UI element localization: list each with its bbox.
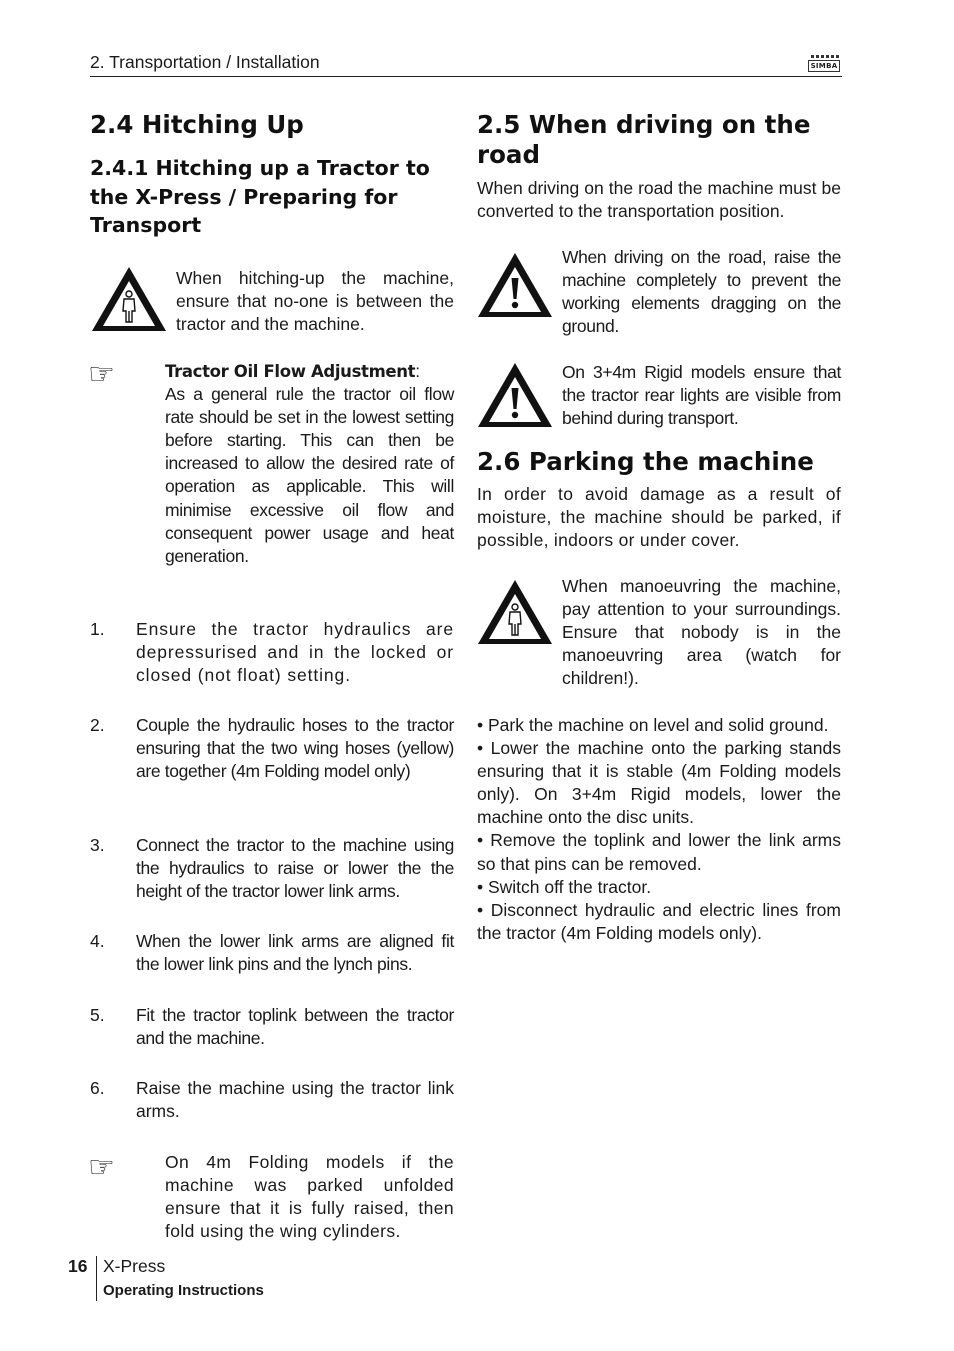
logo-text: SIMBA: [808, 60, 840, 72]
oil-flow-note: [165, 360, 454, 568]
pointing-hand-icon: ☞: [88, 358, 115, 391]
oil-flow-note-colon: :: [415, 361, 420, 381]
folding-note: On 4m Folding models if the machine was parked unfolded ensure that it is fully raised, then fold using the wing cylinders.: [165, 1152, 454, 1242]
step-number: 2.: [90, 715, 105, 735]
step-number: 4.: [90, 931, 105, 951]
step-text: Ensure the tractor hydraulics are depressurised and in the locked or closed (not float) setting.: [136, 619, 454, 686]
simba-logo: [808, 55, 840, 72]
driving-intro-text: When driving on the road the machine must be converted to the transportation position.: [477, 178, 841, 222]
parking-bullet-list: [477, 714, 841, 945]
step-text: Couple the hydraulic hoses to the tractor ensuring that the two wing hoses (yellow) are together (4m Folding model only): [136, 715, 454, 782]
hitching-warning-text: When hitching-up the machine, ensure that no-one is between the tractor and the machine.: [176, 268, 454, 335]
manoeuvring-warning-text: When manoeuvring the machine, pay attention to your surroundings. Ensure that nobody is in the manoeuvring area (watch for children!).: [562, 576, 841, 689]
step-number: 3.: [90, 835, 105, 855]
list-item: • Switch off the tractor.: [477, 876, 652, 897]
driving-warning-text: When driving on the road, raise the machine completely to prevent the working elements dragging on the ground.: [562, 247, 841, 337]
step-number: 5.: [90, 1005, 105, 1025]
list-item: • Park the machine on level and solid ground.: [477, 715, 829, 735]
heading-2-4-1: 2.4.1 Hitching up a Tractor to the X-Press / Preparing for Transport: [90, 156, 430, 237]
step-number: 1.: [90, 619, 105, 639]
step-number: 6.: [90, 1078, 105, 1098]
heading-2-6: 2.6 Parking the machine: [477, 447, 814, 476]
list-item: • Lower the machine onto the parking stands ensuring that it is stable (4m Folding models only). On 3+4m Rigid models, lower the machine onto the disc units.: [477, 738, 841, 828]
parking-intro-text: In order to avoid damage as a result of moisture, the machine should be parked, if possible, indoors or under cover.: [477, 484, 841, 551]
step-text: Fit the tractor toplink between the tractor and the machine.: [136, 1005, 454, 1049]
page-header: [90, 52, 842, 77]
exclamation-warning-icon: [475, 360, 555, 430]
oil-flow-note-body: As a general rule the tractor oil flow rate should be set in the lowest setting before starting. This can then be increased to allow the desired rate of operation as applicable. This will minimise excessive oil flow and consequent power usage and heat generation.: [165, 384, 454, 566]
list-item: • Remove the toplink and lower the link arms so that pins can be removed.: [477, 830, 841, 874]
step-text: Raise the machine using the tractor link arms.: [136, 1078, 454, 1122]
page-number: 16: [68, 1256, 88, 1276]
person-warning-icon: [475, 577, 555, 647]
step-text: Connect the tractor to the machine using the hydraulics to raise or lower the the height of the tractor lower link arms.: [136, 835, 454, 902]
exclamation-warning-icon: [475, 250, 555, 320]
footer-product-title: X-Press: [103, 1256, 166, 1276]
oil-flow-note-title: Tractor Oil Flow Adjustment: [165, 362, 416, 381]
header-section-title: 2. Transportation / Installation: [90, 52, 320, 72]
pointing-hand-icon: ☞: [88, 1151, 115, 1184]
list-item: • Disconnect hydraulic and electric lines from the tractor (4m Folding models only).: [477, 899, 841, 943]
footer-divider: [96, 1256, 97, 1301]
rear-lights-warning-text: On 3+4m Rigid models ensure that the tractor rear lights are visible from behind during transport.: [562, 362, 841, 429]
footer-subtitle: Operating Instructions: [103, 1282, 264, 1299]
step-text: When the lower link arms are aligned fit the lower link pins and the lynch pins.: [136, 931, 454, 975]
heading-2-5: 2.5 When driving on the road: [477, 110, 811, 169]
person-warning-icon: [89, 264, 169, 334]
heading-2-4: 2.4 Hitching Up: [90, 110, 304, 139]
